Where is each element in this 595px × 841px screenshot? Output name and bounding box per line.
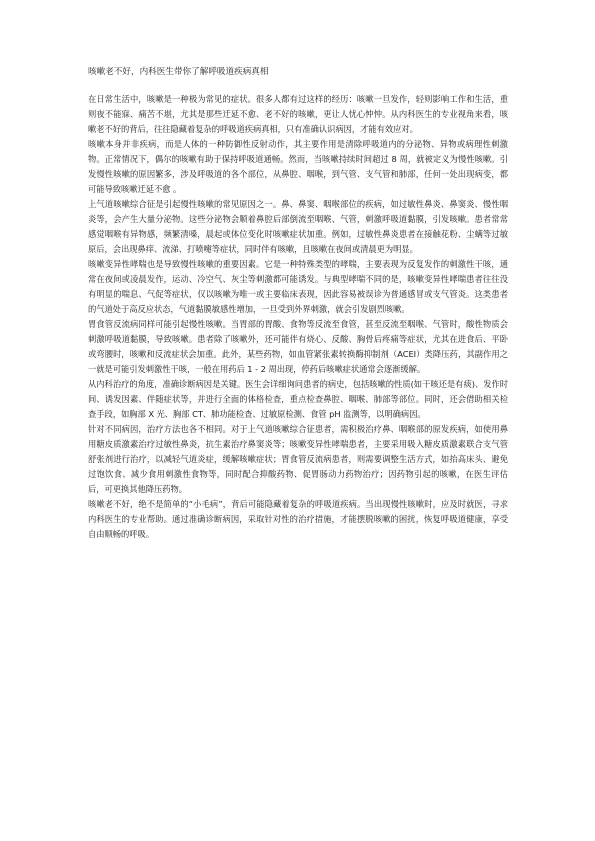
paragraph-upper-airway: 上气道咳嗽综合征是引起慢性咳嗽的常见原因之一。鼻、鼻窦、咽喉部位的疾病，如过敏性鼻炎、鼻窦炎、慢性咽炎等，会产生大量分泌物。这些分泌物会顺着鼻腔后部倒流至咽喉、气管，刺激呼吸道黏膜，引发咳嗽。患者常常感觉咽喉有异物感，频繁清嗓，晨起或体位变化时咳嗽症状加重。例如，过敏性鼻炎患者在接触花粉、尘螨等过敏原后，会出现鼻痒、流涕、打喷嚏等症状，同时伴有咳嗽，且咳嗽在夜间或清晨更为明显。 bbox=[88, 199, 508, 254]
paragraph-cough-variant-asthma: 咳嗽变异性哮喘也是导致慢性咳嗽的重要因素。它是一种特殊类型的哮喘，主要表现为反复发作的刺激性干咳，通常在夜间或凌晨发作，运动、冷空气、灰尘等刺激都可能诱发。与典型哮喘不同的是，咳嗽变异性哮喘患者往往没有明显的喘息、气促等症状，仅以咳嗽为唯一或主要临床表现，因此容易被误诊为普通感冒或支气管炎。这类患者的气道处于高反应状态，气道黏膜敏感性增加，一旦受到外界刺激，就会引发剧烈咳嗽。 bbox=[88, 259, 508, 314]
document-page bbox=[88, 66, 508, 542]
document-title: 咳嗽老不好，内科医生带你了解呼吸道疾病真相 bbox=[88, 67, 269, 77]
paragraph-cough-definition: 咳嗽本身并非疾病，而是人体的一种防御性反射动作，其主要作用是清除呼吸道内的分泌物、异物或病理性刺激物。正常情况下，偶尔的咳嗽有助于保持呼吸道通畅。然而，当咳嗽持续时间超过 8 周，就被定义为慢性咳嗽。引发慢性咳嗽的原因繁多，涉及呼吸道的各个部位，从鼻腔、咽喉，到气管、支气管和肺部，任何一处出现病变，都可能导致咳嗽迁延不愈 。 bbox=[88, 139, 508, 194]
paragraph-conclusion: 咳嗽老不好，绝不是简单的“小毛病”，背后可能隐藏着复杂的呼吸道疾病。当出现慢性咳嗽时，应及时就医，寻求内科医生的专业帮助。通过准确诊断病因，采取针对性的治疗措施，才能摆脱咳嗽的困扰，恢复呼吸道健康，享受自由顺畅的呼吸。 bbox=[88, 499, 508, 539]
paragraph-intro: 在日常生活中，咳嗽是一种极为常见的症状。很多人都有过这样的经历：咳嗽一旦发作，轻则影响工作和生活，重则夜不能寐、痛苦不堪，尤其是那些迁延不愈、老不好的咳嗽，更让人忧心忡忡。从内科医生的专业视角来看，咳嗽老不好的背后，往往隐藏着复杂的呼吸道疾病真相，只有准确认识病因，才能有效应对。 bbox=[88, 94, 508, 134]
paragraph-treatment: 针对不同病因，治疗方法也各不相同。对于上气道咳嗽综合征患者，需积极治疗鼻、咽喉部的原发疾病，如使用鼻用糖皮质激素治疗过敏性鼻炎，抗生素治疗鼻窦炎等；咳嗽变异性哮喘患者，主要采用吸入糖皮质激素联合支气管舒张剂进行治疗，以减轻气道炎症，缓解咳嗽症状；胃食管反流病患者，则需要调整生活方式，如抬高床头、避免过饱饮食、减少食用刺激性食物等，同时配合抑酸药物、促胃肠动力药物治疗；因药物引起的咳嗽，在医生评估后，可更换其他降压药物。 bbox=[88, 424, 508, 494]
paragraph-gerd: 胃食管反流病同样可能引起慢性咳嗽。当胃部的胃酸、食物等反流至食管，甚至反流至咽喉、气管时，酸性物质会刺激呼吸道黏膜，导致咳嗽。患者除了咳嗽外，还可能伴有烧心、反酸、胸骨后疼痛等症状，尤其在进食后、平卧或弯腰时，咳嗽和反流症状会加重。此外，某些药物，如血管紧张素转换酶抑制剂（ACEI）类降压药，其副作用之一就是可能引发刺激性干咳，一般在用药后 1 - 2 周出现，停药后咳嗽症状通常会逐渐缓解。 bbox=[88, 319, 508, 374]
paragraph-diagnosis: 从内科治疗的角度，准确诊断病因是关键。医生会详细询问患者的病史，包括咳嗽的性质(如干咳还是有痰)、发作时间、诱发因素、伴随症状等，并进行全面的体格检查，重点检查鼻腔、咽喉、肺部等部位。同时，还会借助相关检查手段，如胸部 X 光、胸部 CT、肺功能检查、过敏原检测、食管 pH 监测等，以明确病因。 bbox=[88, 379, 508, 419]
